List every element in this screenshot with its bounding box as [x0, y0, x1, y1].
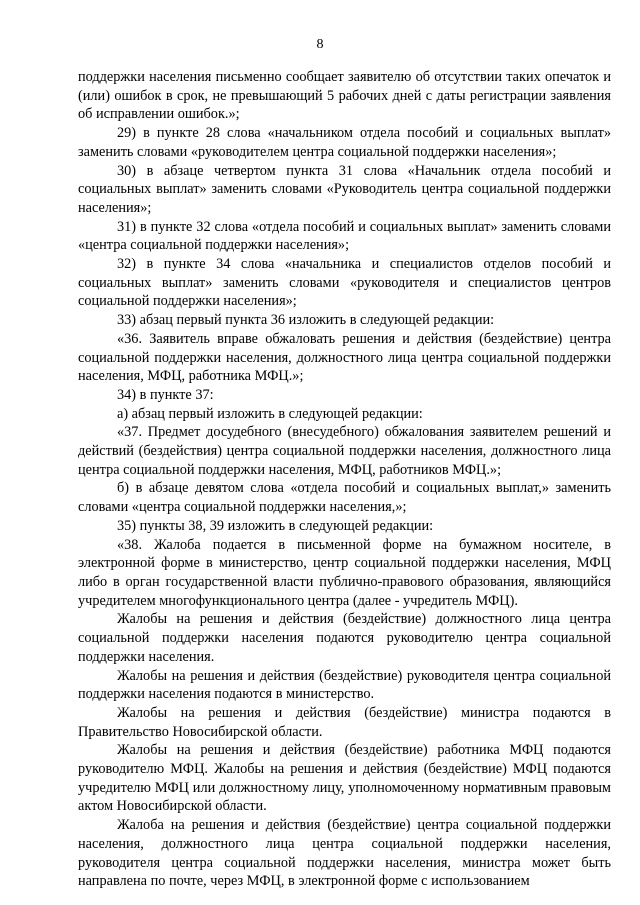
paragraph-complaint-channels: Жалоба на решения и действия (бездействие) центра социальной поддержки населения, должностного лица центра социальной поддержки населения, руководителя центра социальной поддержки населения, министра может быть направлена по почте, через МФЦ, в электронной форме с использованием — [78, 817, 611, 890]
paragraph-item-30: 30) в абзаце четвертом пункта 31 слова «Начальник отдела пособий и социальных выплат» заменить словами «Руководитель центра социальной поддержки населения»; — [78, 162, 611, 216]
page-number: 8 — [316, 37, 324, 52]
paragraph-point-36: «36. Заявитель вправе обжаловать решения и действия (бездействие) центра социальной поддержки населения, должностного лица центра социальной поддержки населения, МФЦ, работника МФЦ.»; — [78, 330, 611, 385]
paragraph-complaint-minister: Жалобы на решения и действия (бездействие) министра подаются в Правительство Новосибирской области. — [78, 704, 611, 740]
paragraph-item-34: 34) в пункте 37: — [117, 386, 214, 403]
document-body — [78, 68, 611, 891]
paragraph-item-31: 31) в пункте 32 слова «отдела пособий и социальных выплат» заменить словами «центра социальной поддержки населения»; — [78, 218, 611, 254]
paragraph-item-32: 32) в пункте 34 слова «начальника и специалистов отделов пособий и социальных выплат» заменить словами «руководителя и специалистов центров социальной поддержки населения»; — [78, 256, 611, 310]
paragraph-item-33: 33) абзац первый пункта 36 изложить в следующей редакции: — [117, 312, 495, 329]
paragraph-complaint-head: Жалобы на решения и действия (бездействие) руководителя центра социальной поддержки населения подаются в министерство. — [78, 667, 611, 703]
paragraph-subitem-a: а) абзац первый изложить в следующей редакции: — [117, 405, 423, 422]
paragraph-complaint-mfc: Жалобы на решения и действия (бездействие) работника МФЦ подаются руководителю МФЦ. Жалобы на решения и действия (бездействие) МФЦ подаются учредителю МФЦ или должностному лицу, уполномоченному нормативным правовым актом Новосибирской области. — [78, 742, 611, 815]
paragraph-item-29: 29) в пункте 28 слова «начальником отдела пособий и социальных выплат» заменить словами «руководителем центра социальной поддержки населения»; — [78, 125, 611, 160]
paragraph-point-37: «37. Предмет досудебного (внесудебного) обжалования заявителем решений и действий (бездействия) центра социальной поддержки населения, должностного лица центра социальной поддержки населения, МФЦ, работников МФЦ.»; — [78, 424, 611, 478]
paragraph-subitem-b: б) в абзаце девятом слова «отдела пособий и социальных выплат,» заменить словами «центра социальной поддержки населения,»; — [78, 480, 611, 516]
paragraph-complaint-official: Жалобы на решения и действия (бездействие) должностного лица центра социальной поддержки населения подаются руководителю центра социальной поддержки населения. — [78, 611, 611, 665]
paragraph-continuation: поддержки населения письменно сообщает заявителю об отсутствии таких опечаток и (или) ошибок в срок, не превышающий 5 рабочих дней с даты регистрации заявления об исправлении ошибок.»; — [78, 69, 611, 123]
paragraph-point-38: «38. Жалоба подается в письменной форме на бумажном носителе, в электронной форме в министерство, центр социальной поддержки населения, МФЦ либо в орган государственной власти публично-правового образования, являющийся учредителем многофункционального центра (далее - учредитель МФЦ). — [78, 536, 611, 609]
paragraph-item-35: 35) пункты 38, 39 изложить в следующей редакции: — [117, 517, 434, 534]
